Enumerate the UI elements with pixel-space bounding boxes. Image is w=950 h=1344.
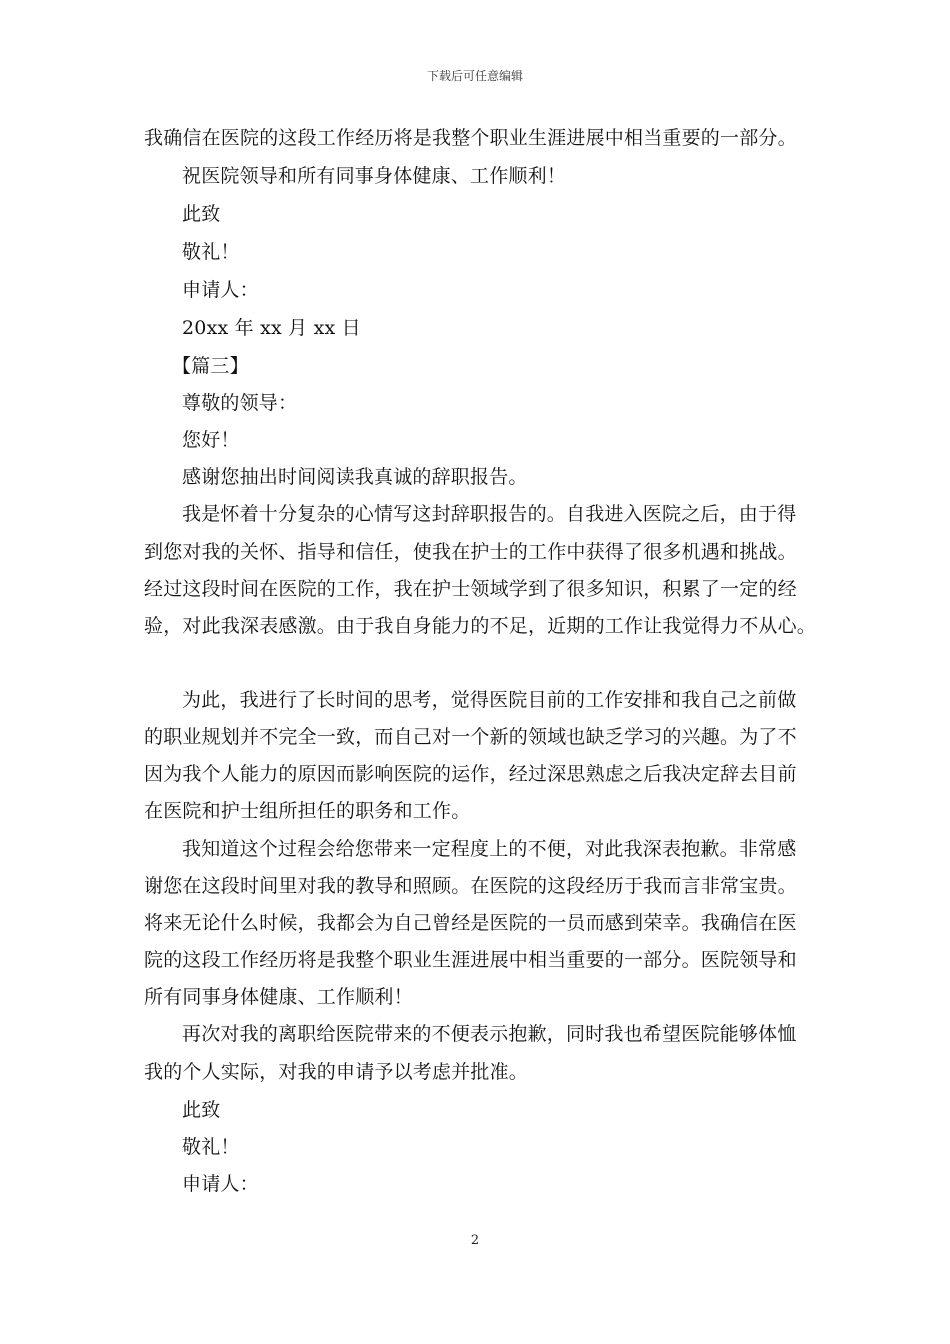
- text-line: 此致: [182, 1099, 221, 1121]
- salutation: 尊敬的领导：: [182, 392, 298, 414]
- text-line: 经过这段时间在医院的工作，我在护士领域学到了很多知识，积累了一定的经: [144, 578, 797, 600]
- text-line: 我是怀着十分复杂的心情写这封辞职报告的。自我进入医院之后，由于得: [182, 503, 797, 525]
- text-line: 因为我个人能力的原因而影响医院的运作，经过深思熟虑之后我决定辞去目前: [144, 763, 797, 785]
- text-line: 验，对此我深表感激。由于我自身能力的不足，近期的工作让我觉得力不从心。: [144, 615, 817, 637]
- text-line: 申请人：: [182, 1173, 259, 1195]
- text-line: 所有同事身体健康、工作顺利！: [144, 986, 413, 1008]
- text-line: 再次对我的离职给医院带来的不便表示抱歉，同时我也希望医院能够体恤: [182, 1023, 797, 1045]
- date-line: 20xx 年 xx 月 xx 日: [182, 317, 361, 339]
- text-line: 敬礼！: [182, 241, 240, 263]
- text-line: 院的这段工作经历将是我整个职业生涯进展中相当重要的一部分。医院领导和: [144, 949, 797, 971]
- text-line: 我知道这个过程会给您带来一定程度上的不便，对此我深表抱歉。非常感: [182, 838, 797, 860]
- text-line: 在医院和护士组所担任的职务和工作。: [144, 800, 471, 822]
- text-line: 我的个人实际，对我的申请予以考虑并批准。: [144, 1061, 529, 1083]
- text-line: 谢您在这段时间里对我的教导和照顾。在医院的这段经历于我而言非常宝贵。: [144, 875, 797, 897]
- text-line: 将来无论什么时候，我都会为自己曾经是医院的一员而感到荣幸。我确信在医: [144, 912, 797, 934]
- text-line: 申请人：: [182, 279, 259, 301]
- text-line: 祝医院领导和所有同事身体健康、工作顺利！: [182, 165, 567, 187]
- text-line: 感谢您抽出时间阅读我真诚的辞职报告。: [182, 466, 528, 488]
- greeting: 您好！: [182, 429, 240, 451]
- page-number: 2: [470, 1233, 480, 1248]
- text-line: 此致: [182, 203, 221, 225]
- text-line: 的职业规划并不完全一致，而自己对一个新的领域也缺乏学习的兴趣。为了不: [144, 726, 797, 748]
- text-line: 敬礼！: [182, 1136, 240, 1158]
- text-line: 为此，我进行了长时间的思考，觉得医院目前的工作安排和我自己之前做: [182, 689, 797, 711]
- text-line: 我确信在医院的这段工作经历将是我整个职业生涯进展中相当重要的一部分。: [144, 127, 797, 149]
- text-line: 到您对我的关怀、指导和信任，使我在护士的工作中获得了很多机遇和挑战。: [144, 541, 797, 563]
- section-title: 【篇三】: [172, 355, 249, 377]
- page-header: 下载后可任意编辑: [426, 69, 523, 83]
